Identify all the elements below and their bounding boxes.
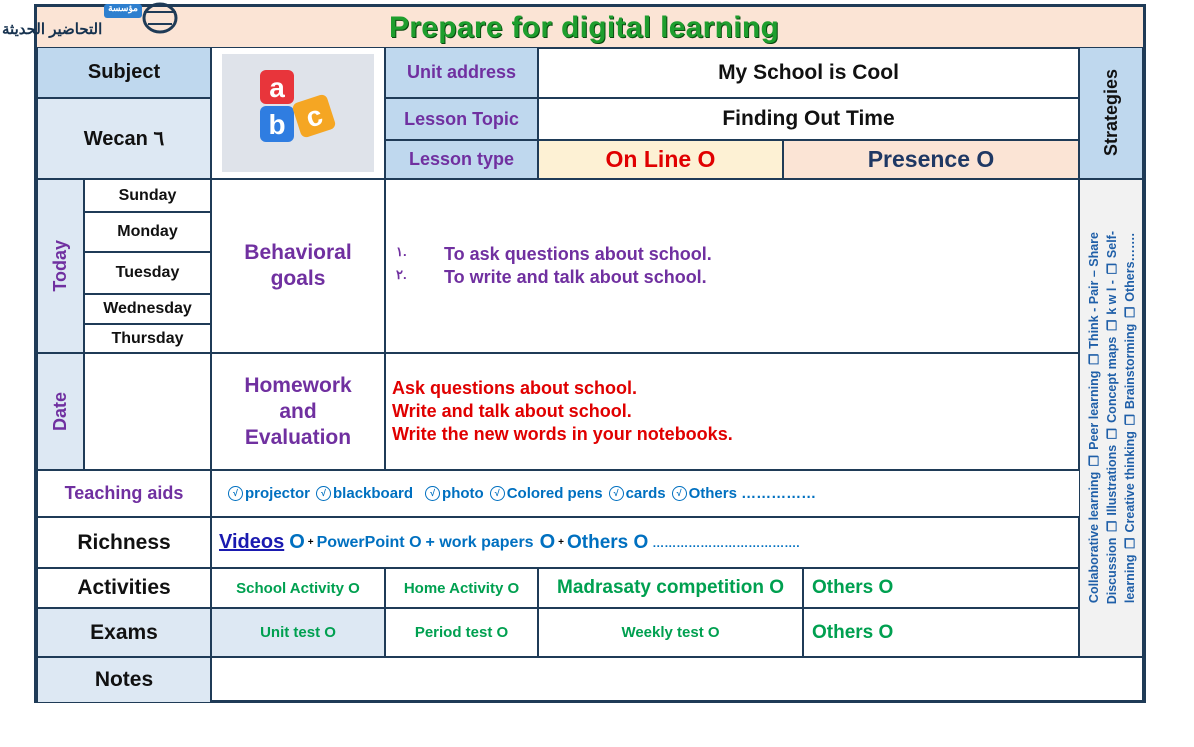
aid-blackboard: blackboard [333, 485, 414, 502]
date-label: Date [50, 391, 70, 431]
day-thursday[interactable]: Thursday [84, 324, 211, 353]
date-header [37, 353, 84, 470]
exam-unit[interactable]: Unit test O [211, 608, 385, 657]
exam-period[interactable]: Period test O [385, 608, 538, 657]
richness-options [211, 517, 1079, 568]
homework-line: Write and talk about school. [392, 401, 632, 421]
homework-label: Homework and Evaluation [211, 353, 385, 470]
exam-weekly[interactable]: Weekly test O [538, 608, 803, 657]
goal-item [396, 267, 712, 288]
goal-item [396, 244, 712, 265]
videos-option[interactable]: O [289, 531, 305, 553]
goal-text: To write and talk about school. [444, 267, 707, 287]
others-option[interactable]: Others O [566, 531, 649, 553]
strategies-col-3: learning ❑ Creative thinking ❑ Brainstorming ❑ Others……. [1122, 232, 1137, 604]
logo-main-text: التحاضير الحديثة [2, 21, 103, 38]
homework-line: Write the new words in your notebooks. [392, 424, 733, 444]
activity-home[interactable]: Home Activity O [385, 568, 538, 608]
exam-others[interactable]: Others O [803, 608, 1079, 657]
strategies-col-1: Collaborative learning ❑ Peer learning ❑ Think - Pair – Share [1086, 232, 1101, 604]
richness-dots: ………………………………. [652, 535, 800, 550]
aid-others: Others …………… [688, 485, 817, 502]
logo [0, 0, 180, 42]
strategies-col-2: Discussion ❑ Illustrations ❑ Concept maps ❑ k w l - ❑ Self- [1104, 231, 1119, 605]
aid-colored-pens: Colored pens [506, 485, 603, 502]
check-circle-icon[interactable]: √ [425, 486, 440, 501]
activity-school[interactable]: School Activity O [211, 568, 385, 608]
videos-link[interactable]: Videos [219, 531, 285, 553]
goal-text: To ask questions about school. [444, 244, 712, 264]
unit-value: My School is Cool [538, 47, 1079, 98]
abc-image-cell [211, 47, 385, 179]
page-title: Prepare for digital learning [389, 11, 780, 44]
check-circle-icon[interactable]: √ [672, 486, 687, 501]
activity-madrasaty[interactable]: Madrasaty competition O [538, 568, 803, 608]
behavioral-goals-label: Behavioral goals [211, 179, 385, 353]
teaching-aids-list [211, 470, 1143, 517]
day-tuesday[interactable]: Tuesday [84, 252, 211, 294]
worksheets-circle[interactable]: O [539, 531, 556, 553]
check-circle-icon[interactable]: √ [228, 486, 243, 501]
unit-label: Unit address [385, 47, 538, 98]
check-circle-icon[interactable]: √ [316, 486, 331, 501]
powerpoint-option[interactable]: PowerPoint O [316, 533, 422, 551]
topic-value: Finding Out Time [538, 98, 1079, 140]
svg-text:a: a [269, 72, 285, 103]
plus-sign: + [558, 537, 564, 548]
day-wednesday[interactable]: Wednesday [84, 294, 211, 324]
lesson-type-label: Lesson type [385, 140, 538, 179]
online-option[interactable]: On Line O [538, 140, 783, 179]
date-value[interactable] [84, 353, 211, 470]
logo-top-text: مؤسسة [108, 3, 138, 13]
today-header [37, 179, 84, 353]
richness-label: Richness [37, 517, 211, 568]
check-circle-icon[interactable]: √ [609, 486, 624, 501]
svg-text:b: b [268, 109, 286, 140]
topic-label: Lesson Topic [385, 98, 538, 140]
abc-blocks-icon [222, 54, 374, 172]
subject-label: Subject [37, 47, 211, 98]
homework-line: Ask questions about school. [392, 378, 638, 398]
title-bar [37, 7, 1143, 49]
strategies-label: Strategies [1100, 69, 1121, 157]
aid-cards: cards [625, 485, 666, 502]
subject-value: Wecan ٦ [37, 98, 211, 179]
activities-label: Activities [37, 568, 211, 608]
exams-label: Exams [37, 608, 211, 657]
aid-projector: projector [245, 485, 311, 502]
worksheets-option[interactable]: + work papers [425, 533, 534, 551]
aid-photo: photo [442, 485, 484, 502]
plus-sign: + [307, 537, 314, 548]
day-monday[interactable]: Monday [84, 212, 211, 252]
goal-number: ٢. [396, 267, 407, 282]
homework-list [385, 353, 1079, 470]
lesson-plan-sheet [34, 4, 1146, 703]
strategies-header [1079, 47, 1143, 179]
goal-number: ١. [396, 244, 407, 259]
check-circle-icon[interactable]: √ [490, 486, 505, 501]
svg-text:c: c [301, 99, 327, 134]
teaching-aids-label: Teaching aids [37, 470, 211, 517]
strategies-list [1079, 179, 1143, 657]
day-sunday[interactable]: Sunday [84, 179, 211, 212]
notes-field[interactable] [211, 657, 1143, 703]
presence-option[interactable]: Presence O [783, 140, 1079, 179]
goals-list [385, 179, 1079, 353]
today-label: Today [50, 240, 70, 292]
notes-label: Notes [37, 657, 211, 703]
activity-others[interactable]: Others O [803, 568, 1079, 608]
